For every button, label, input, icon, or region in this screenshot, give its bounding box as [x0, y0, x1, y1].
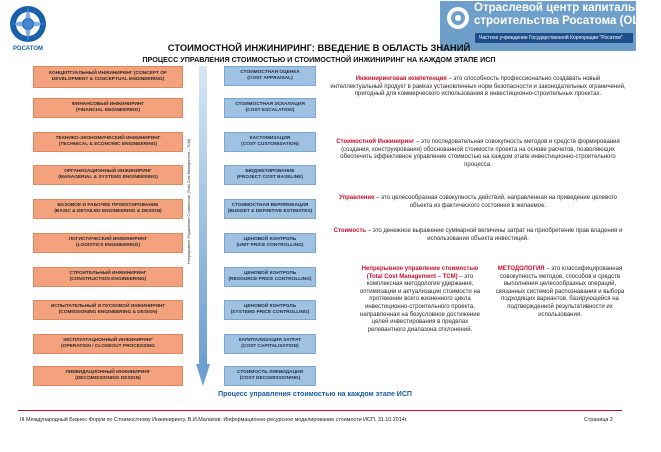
center-box-2 — [224, 98, 316, 118]
center-box-ru: КАПИТАЛИЗАЦИЯ ЗАТРАТ — [238, 338, 302, 343]
page-number: Страница 2 — [584, 417, 613, 423]
left-box-en: (MANAGERIAL & SYSTEMS ENGINEERING) — [58, 175, 158, 180]
org-name-line1: Отраслевой центр капитального — [474, 2, 661, 14]
logo-text: РОСАТОМ — [13, 46, 43, 52]
left-box-ru: ЛИКВИДАЦИОННЫЙ ИНЖИНИРИНГ — [65, 370, 151, 375]
center-box-en: (COST DECOMISSIONING) — [239, 376, 301, 381]
definition-management — [330, 195, 626, 210]
management-term: Управление — [339, 195, 375, 201]
tcm-arrow-label: Непрерывное Управление Стоимостью (Total Cost Management – TCM) — [187, 138, 191, 264]
center-box-en: (COST CUSTOMISATION) — [241, 142, 299, 147]
definition-methodology — [495, 266, 625, 319]
definition-competence — [330, 76, 626, 99]
ocks-logo-icon — [446, 6, 470, 30]
left-box-4 — [33, 165, 183, 185]
center-box-8 — [224, 300, 316, 320]
left-box-en: (BASIC & DETAILED ENGINEERING & DESIGN) — [54, 209, 162, 214]
center-box-6 — [224, 233, 316, 253]
center-box-en: (RESOURCE PRICE CONTROLLING) — [228, 277, 312, 282]
competence-term: Инжиниринговая компетенция — [355, 76, 447, 82]
left-box-en: (COMISSIONING ENGINEERING & DESIGN) — [58, 310, 158, 315]
center-box-ru: ЦЕНОВОЙ КОНТРОЛЬ — [243, 237, 297, 242]
left-box-en: (LOGISTICS ENGINEERING) — [76, 243, 140, 248]
left-box-en: (FINANCIAL ENGINEERING) — [76, 108, 140, 113]
definition-cost-engineering — [330, 139, 626, 169]
org-name-line2: строительства Росатома (ОЦКС) — [474, 15, 660, 27]
tcm-term: Непрерывное управление стоимостью (Total Cost Management – TCM) — [361, 266, 479, 280]
tcm-arrow-icon — [196, 66, 210, 388]
left-box-ru: СТРОИТЕЛЬНЫЙ ИНЖИНИРИНГ — [69, 271, 147, 276]
left-box-en: (DECOMISSIONING DESIGN) — [75, 376, 141, 381]
center-box-en: (SYSTEMS PRICE CONTROLLING) — [230, 310, 310, 315]
footer-divider — [18, 410, 622, 411]
cost-term: Стоимость — [333, 228, 367, 234]
method-text: – это классифицированная совокупность методов, способов и средств выполнения целесообразных операций, связанных системой распознавания и выбора подходящих вариантов, базирующейся на подтвержденной результативности их использования. — [495, 266, 625, 318]
center-box-en: (PROJECT COST BASELINE) — [236, 175, 304, 180]
page-title: СТОИМОСТНОЙ ИНЖИНИРИНГ: ВВЕДЕНИЕ В ОБЛАСТЬ ЗНАНИЙ — [167, 42, 471, 53]
cost-eng-term: Стоимостной Инжиниринг — [336, 139, 415, 145]
center-box-1 — [224, 66, 316, 86]
left-box-6 — [33, 233, 183, 253]
center-box-en: (BUDGET & DEFINITIVE ESTIMATES) — [227, 209, 313, 214]
left-box-2 — [33, 98, 183, 118]
center-box-ru: СТОИМОСТНАЯ ОЦЕНКА — [240, 70, 300, 75]
center-box-4 — [224, 165, 316, 185]
definition-tcm — [355, 266, 485, 334]
tcm-text: – это комплексная методология удержания, оптимизации и актуализации стоимости на протяжении всего жизненного цикла инвестиционно-строительного проекта, направленная на безусловное достижение целей инвестирования в пределах релевантного диапазона отклонений. — [359, 273, 481, 333]
left-box-en: DEVELOPMENT & CONCEPTUAL ENGINEERING) — [51, 77, 165, 82]
competence-text: – это способность профессионально создавать новый интеллектуальный продукт в рамках установленных норм безопасности и законодательных ограничений, пригодный для коммерческого использования в инвестиционно-строительных проектах. — [330, 76, 626, 98]
center-box-ru: ЦЕНОВОЙ КОНТРОЛЬ — [243, 304, 297, 309]
center-box-ru: БЮДЖЕТИРОВАНИЕ — [245, 169, 295, 174]
definition-cost — [330, 228, 626, 243]
left-box-ru: ЭКСПЛУАТАЦИОННЫЙ ИНЖИНИРИНГ — [62, 338, 153, 343]
center-box-3 — [224, 132, 316, 152]
left-box-ru: ОРГАНИЗАЦИОННЫЙ ИНЖИНИРИНГ — [64, 169, 152, 174]
center-box-7 — [224, 267, 316, 287]
left-box-ru: КОНЦЕПТУАЛЬНЫЙ ИНЖИНИРИНГ (CONCEPT OF — [49, 71, 167, 76]
left-box-ru: ИСПЫТАТЕЛЬНЫЙ И ПУСКОВОЙ ИНЖИНИРИНГ — [50, 304, 166, 309]
left-box-ru: ФИНАНСОВЫЙ ИНЖИНИРИНГ — [71, 102, 145, 107]
center-box-ru: СТОИМОСТНАЯ ВЕРИФИКАЦИЯ — [231, 203, 309, 208]
left-box-5 — [33, 199, 183, 219]
left-box-en: (CONSTRUCTION ENGINEERING) — [69, 277, 147, 282]
method-term: МЕТОДОЛОГИЯ — [497, 266, 545, 272]
left-box-7 — [33, 267, 183, 287]
center-box-ru: ЦЕНОВОЙ КОНТРОЛЬ — [243, 271, 297, 276]
left-box-3 — [33, 132, 183, 152]
cost-eng-text: – это последовательная совокупность методов и средств формирования (создания, конструирования) обоснованной стоимости проекта на основе расчетов, позволяющих обеспечить эффективное управление стоимостью на каждом этапе инвестиционно-строительного процесса. — [340, 139, 620, 168]
bottom-caption: Процесс управления стоимостью на каждом этапе ИСП — [218, 391, 412, 398]
center-box-en: (COST CAPITALISATION) — [241, 344, 299, 349]
center-box-en: (UNIT PRICE CONTROLLING) — [236, 243, 304, 248]
org-subtitle: Частное учреждение Государственной Корпорации "Росатом" — [475, 33, 633, 43]
left-box-10 — [33, 366, 183, 386]
center-box-en: (COST APPRAISAL) — [247, 76, 293, 81]
management-text: – это целесообразная совокупность действий, направленная на приведение целевого объекта из фактического состояния в желаемое. — [374, 195, 617, 209]
center-box-5 — [224, 199, 316, 219]
left-box-8 — [33, 300, 183, 320]
center-box-9 — [224, 334, 316, 354]
center-box-10 — [224, 366, 316, 386]
left-box-9 — [33, 334, 183, 354]
page-subtitle: ПРОЦЕСС УПРАВЛЕНИЯ СТОИМОСТЬЮ И СТОИМОСТНОЙ ИНЖИНИРИНГ НА КАЖДОМ ЭТАПЕ ИСП — [142, 55, 496, 64]
left-box-en: (TECHNICAL & ECONOMIC ENGINEERING) — [58, 142, 158, 147]
left-box-ru: БАЗОВОЕ И РАБОЧЕЕ ПРОЕКТИРОВАНИЕ — [57, 203, 159, 208]
center-box-ru: СТОИМОСТЬ ЛИКВИДАЦИИ — [236, 370, 304, 375]
left-box-en: (OPERATION / CLOSEOUT PROCESSING — [61, 344, 155, 349]
left-box-1 — [33, 66, 183, 88]
cost-text: – это денежное выражение суммарной величины затрат на приобретение прав владения и использования объекта инвестиций. — [366, 228, 623, 242]
center-box-ru: КАСТОМИЗАЦИЯ — [249, 136, 291, 141]
center-box-en: (COST ESCALATION) — [245, 108, 295, 113]
footer-text: III Международный Бизнес-Форум по Стоимостному Инжинирингу. В.И.Малахов: Информационно-ресурсное моделирование стоимости ИСП. 31.10.2014г. — [20, 417, 408, 423]
left-box-ru: ТЕХНИКО-ЭКОНОМИЧЕСКИЙ ИНЖИНИРИНГ — [55, 136, 161, 141]
center-box-ru: СТОИМОСТНАЯ ЭСКАЛАЦИЯ — [235, 102, 305, 107]
left-box-ru: ЛОГИСТИЧЕСКИЙ ИНЖИНИРИНГ — [68, 237, 148, 242]
